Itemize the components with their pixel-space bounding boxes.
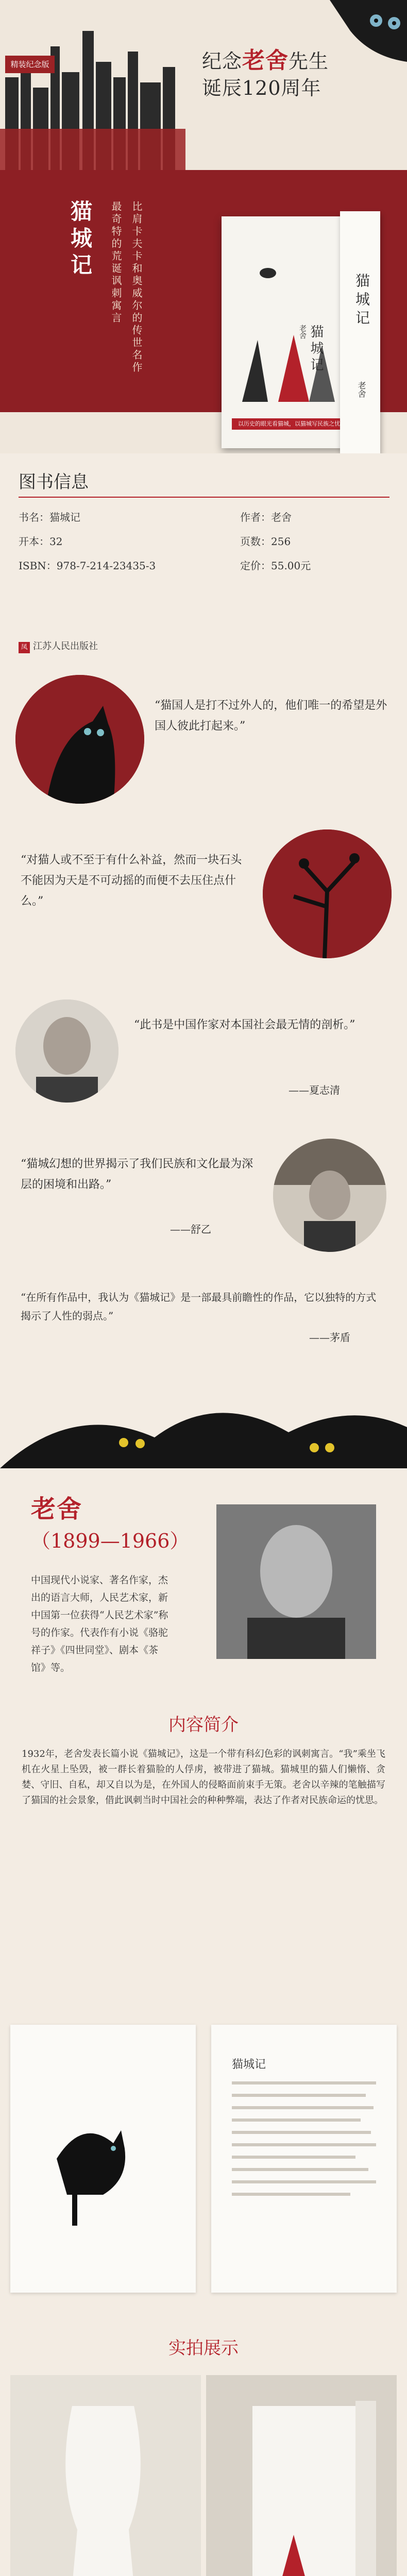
- info-divider: [19, 497, 389, 498]
- info-field: 开本：32: [19, 535, 63, 548]
- portrait-circle-2: [273, 1139, 386, 1252]
- quote-4: “此书是中国作家对本国社会最无情的剖析。”: [134, 1019, 355, 1031]
- title-author-name: 老舍: [242, 47, 289, 74]
- author-years: （1899—1966）: [31, 1530, 190, 1552]
- info-field: 定价：55.00元: [240, 560, 311, 572]
- photos-heading: 实拍展示: [168, 2338, 239, 2359]
- spine-author: 老舍: [357, 381, 366, 398]
- summary-heading: 内容简介: [168, 1715, 239, 1735]
- title-prefix: 纪念: [202, 50, 243, 73]
- photo-book-on-shelf: [206, 2375, 397, 2576]
- title-suffix: 先生: [289, 50, 329, 73]
- quote-3-sign: ——茅盾: [309, 1331, 350, 1344]
- cover-blurb: 以历史的眼光看猫城，以猫城写民族之忧: [232, 418, 346, 430]
- author-portrait: [216, 1504, 376, 1659]
- cat-circle-image: [15, 675, 144, 804]
- hero-section: [0, 0, 407, 453]
- black-cat-peeking-icon: [309, 0, 407, 62]
- publisher-logo-icon: 凤: [19, 642, 30, 653]
- tree-cats-circle-image: [263, 829, 392, 958]
- author-name: 老舍: [31, 1495, 83, 1523]
- book-spine: [340, 211, 380, 453]
- publisher: [19, 639, 98, 653]
- quote-5: “猫城幻想的世界揭示了我们民族和文化最为深层的困境和出路。”: [21, 1158, 253, 1191]
- author-bio: 中国现代小说家、著名作家，杰出的语言大师，人民艺术家，新中国第一位获得“人民艺术家”称号的作家。代表作有小说《骆驼祥子》《四世同堂》、剧本《茶馆》等。: [31, 1574, 168, 1673]
- photo-vase-book: [10, 2375, 201, 2576]
- spine-title: 猫城记: [353, 273, 370, 329]
- quotes-section: [0, 659, 407, 1468]
- publisher-name: 江苏人民出版社: [33, 641, 98, 652]
- tagline-1: 最奇特的荒诞讽刺寓言: [110, 201, 122, 325]
- cover-title: 猫城记: [308, 325, 324, 374]
- title-anniversary: 诞辰120周年: [202, 77, 321, 99]
- info-heading: 图书信息: [19, 472, 89, 493]
- spread-right: [211, 2025, 397, 2293]
- quote-3: “在所有作品中，我认为《猫城记》是一部最具前瞻性的作品，它以独特的方式揭示了人性的弱点。”: [21, 1291, 377, 1322]
- photos-section: [0, 2313, 407, 2576]
- spread-left: [10, 2025, 196, 2293]
- summary-body: 1932年，老舍发表长篇小说《猫城记》，这是一个带有科幻色彩的讽刺寓言。“我”乘坐飞机在火星上坠毁，被一群长着猫脸的人俘虏，被带进了猫城。猫城里的猫人们懒惰、贪婪、守旧、自私，却又自以为是，在外国人的侵略面前束手无策。老舍以辛辣的笔触描写了猫国的社会景象，借此讽刺当时中国社会的种种弊端，表达了作者对民族命运的忧思。: [22, 1749, 385, 1806]
- book-cover: [222, 216, 357, 448]
- info-field: 书名：猫城记: [19, 511, 80, 523]
- cover-cat-illustration: [222, 216, 357, 448]
- quote-4-sign: ——夏志清: [289, 1084, 340, 1096]
- quote-5-sign: ——舒乙: [170, 1223, 211, 1235]
- info-grid: [19, 509, 395, 572]
- edition-badge: 精装纪念版: [5, 56, 55, 73]
- book-info-section: [0, 453, 407, 659]
- city-skyline-illustration: [0, 0, 185, 170]
- info-field: 页数：256: [240, 535, 291, 548]
- portrait-circle-1: [15, 999, 118, 1103]
- spread-page-title: 猫城记: [232, 2058, 266, 2071]
- cats-peeking-divider-icon: [0, 1370, 407, 1468]
- info-field: ISBN：978-7-214-23435-3: [19, 560, 156, 572]
- author-section: [0, 1468, 407, 2014]
- info-field: 作者：老舍: [240, 511, 292, 523]
- page-spreads-section: [0, 2014, 407, 2313]
- quote-2: “对猫人或不至于有什么补益，然而一块石头不能因为天是不可动摇的而便不去压住点什么。”: [21, 854, 242, 908]
- vertical-book-title: 猫城记: [67, 200, 93, 280]
- quote-1: “猫国人是打不过外人的，他们唯一的希望是外国人彼此打起来。”: [155, 699, 387, 733]
- tagline-2: 比肩卡夫卡和奥威尔的传世名作: [130, 201, 143, 374]
- cover-author: 老舍: [298, 325, 307, 339]
